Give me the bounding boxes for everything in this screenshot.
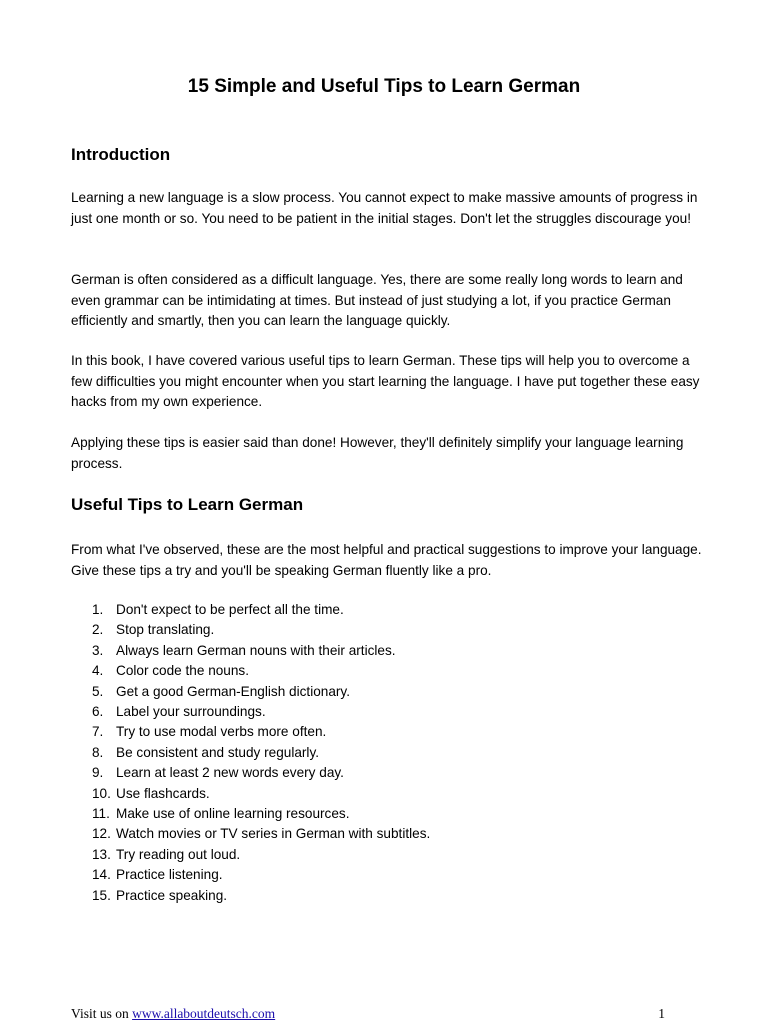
intro-paragraph-3: In this book, I have covered various useful tips to learn German. These tips will help you to overcome a few difficulties you might encounter when you start learning the language. I have put together these easy hacks from my own experience.	[71, 353, 700, 409]
document-title: 15 Simple and Useful Tips to Learn German	[187, 76, 581, 97]
list-item	[71, 600, 711, 620]
list-item	[71, 886, 711, 906]
list-item-text: Practice speaking.	[116, 887, 228, 903]
list-item-number: 12.	[92, 826, 111, 842]
list-item-text: Watch movies or TV series in German with subtitles.	[116, 826, 431, 842]
list-item	[71, 865, 711, 885]
list-item-text: Use flashcards.	[116, 785, 210, 801]
list-item	[71, 824, 711, 844]
intro-paragraph-2: German is often considered as a difficult language. Yes, there are some really long words to learn and even grammar can be intimidating at times. But instead of just studying a lot, if you practice German efficiently and smartly, then you can learn the language quickly.	[71, 272, 683, 328]
list-item-number: 13.	[92, 846, 111, 862]
list-item-text: Try reading out loud.	[116, 846, 241, 862]
tips-intro-paragraph: From what I've observed, these are the most helpful and practical suggestions to improve your language. Give these tips a try and you'll be speaking German fluently like a pro.	[71, 542, 702, 578]
list-item	[71, 784, 711, 804]
list-item-number: 3.	[92, 642, 104, 658]
list-item-number: 15.	[92, 887, 111, 903]
intro-paragraph-4: Applying these tips is easier said than done! However, they'll definitely simplify your language learning process.	[71, 435, 684, 471]
list-item-text: Color code the nouns.	[116, 663, 250, 679]
list-item-number: 11.	[92, 806, 110, 822]
list-item-text: Be consistent and study regularly.	[116, 744, 320, 760]
useful-tips-heading: Useful Tips to Learn German	[71, 495, 304, 514]
list-item-text: Learn at least 2 new words every day.	[116, 765, 344, 781]
introduction-heading: Introduction	[71, 145, 171, 164]
list-item	[71, 661, 711, 681]
list-item-text: Stop translating.	[116, 622, 215, 638]
list-item-number: 8.	[92, 744, 104, 760]
list-item-text: Practice listening.	[116, 867, 223, 883]
list-item-number: 10.	[92, 785, 111, 801]
list-item	[71, 845, 711, 865]
list-item-text: Always learn German nouns with their articles.	[116, 642, 396, 658]
footer-visit	[71, 1006, 275, 1022]
list-item-text: Try to use modal verbs more often.	[116, 724, 327, 740]
list-item	[71, 682, 711, 702]
list-item-number: 14.	[92, 867, 111, 883]
footer-visit-text: Visit us on	[71, 1006, 133, 1021]
list-item-number: 2.	[92, 622, 104, 638]
list-item-text: Make use of online learning resources.	[116, 806, 350, 822]
list-item-text: Get a good German-English dictionary.	[116, 683, 350, 699]
list-item-number: 5.	[92, 683, 104, 699]
page-number: 1	[658, 1006, 665, 1021]
list-item	[71, 722, 711, 742]
list-item-number: 9.	[92, 765, 104, 781]
list-item	[71, 620, 711, 640]
website-link[interactable]: www.allaboutdeutsch.com	[132, 1006, 276, 1021]
list-item-text: Don't expect to be perfect all the time.	[116, 602, 344, 617]
list-item-text: Label your surroundings.	[116, 704, 266, 720]
tips-list	[71, 600, 711, 906]
list-item	[71, 641, 711, 661]
list-item-number: 7.	[92, 724, 104, 740]
list-item	[71, 763, 711, 783]
list-item-number: 6.	[92, 704, 104, 720]
list-item	[71, 702, 711, 722]
list-item-number: 1.	[92, 602, 104, 617]
intro-paragraph-1: Learning a new language is a slow process. You cannot expect to make massive amounts of progress in just one month or so. You need to be patient in the initial stages. Don't let the struggles discourage you!	[71, 190, 698, 226]
list-item	[71, 804, 711, 824]
list-item	[71, 743, 711, 763]
list-item-number: 4.	[92, 663, 104, 679]
